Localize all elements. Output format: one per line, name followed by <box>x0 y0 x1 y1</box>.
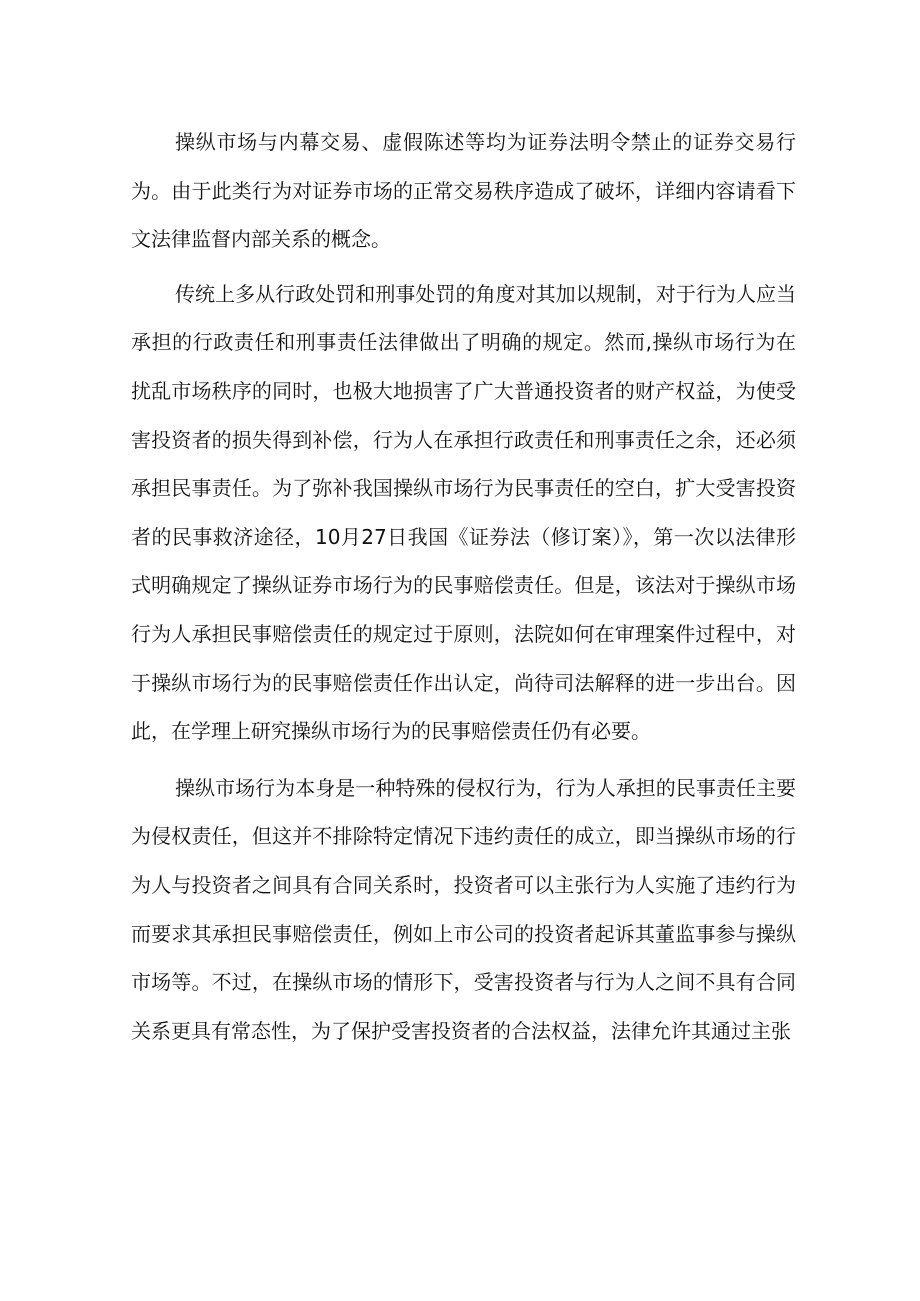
paragraph-3: 操纵市场行为本身是一种特殊的侵权行为，行为人承担的民事责任主要为侵权责任，但这并不排除特定情况下违约责任的成立，即当操纵市场的行为人与投资者之间具有合同关系时，投资者可以主张行为人实施了违约行为而要求其承担民事赔偿责任，例如上市公司的投资者起诉其董监事参与操纵市场等。不过，在操纵市场的情形下，受害投资者与行为人之间不具有合同关系更具有常态性，为了保护受害投资者的合法权益，法律允许其通过主张 <box>131 775 796 1043</box>
paragraph-2: 传统上多从行政处罚和刑事处罚的角度对其加以规制，对于行为人应当承担的行政责任和刑事责任法律做出了明确的规定。然而,操纵市场行为在扰乱市场秩序的同时，也极大地损害了广大普通投资者的财产权益，为使受害投资者的损失得到补偿，行为人在承担行政责任和刑事责任之余，还必须承担民事责任。为了弥补我国操纵市场行为民事责任的空白，扩大受害投资者的民事救济途径，10月27日我国《证券法（修订案）》，第一次以法律形式明确规定了操纵证券市场行为的民事赔偿责任。但是，该法对于操纵市场行为人承担民事赔偿责任的规定过于原则，法院如何在审理案件过程中，对于操纵市场行为的民事赔偿责任作出认定，尚待司法解释的进一步出台。因此，在学理上研究操纵市场行为的民事赔偿责任仍有必要。 <box>131 281 796 744</box>
document-body <box>131 118 796 1055</box>
paragraph-1: 操纵市场与内幕交易、虚假陈述等均为证券法明令禁止的证券交易行为。由于此类行为对证券市场的正常交易秩序造成了破坏，详细内容请看下文法律监督内部关系的概念。 <box>131 130 796 252</box>
